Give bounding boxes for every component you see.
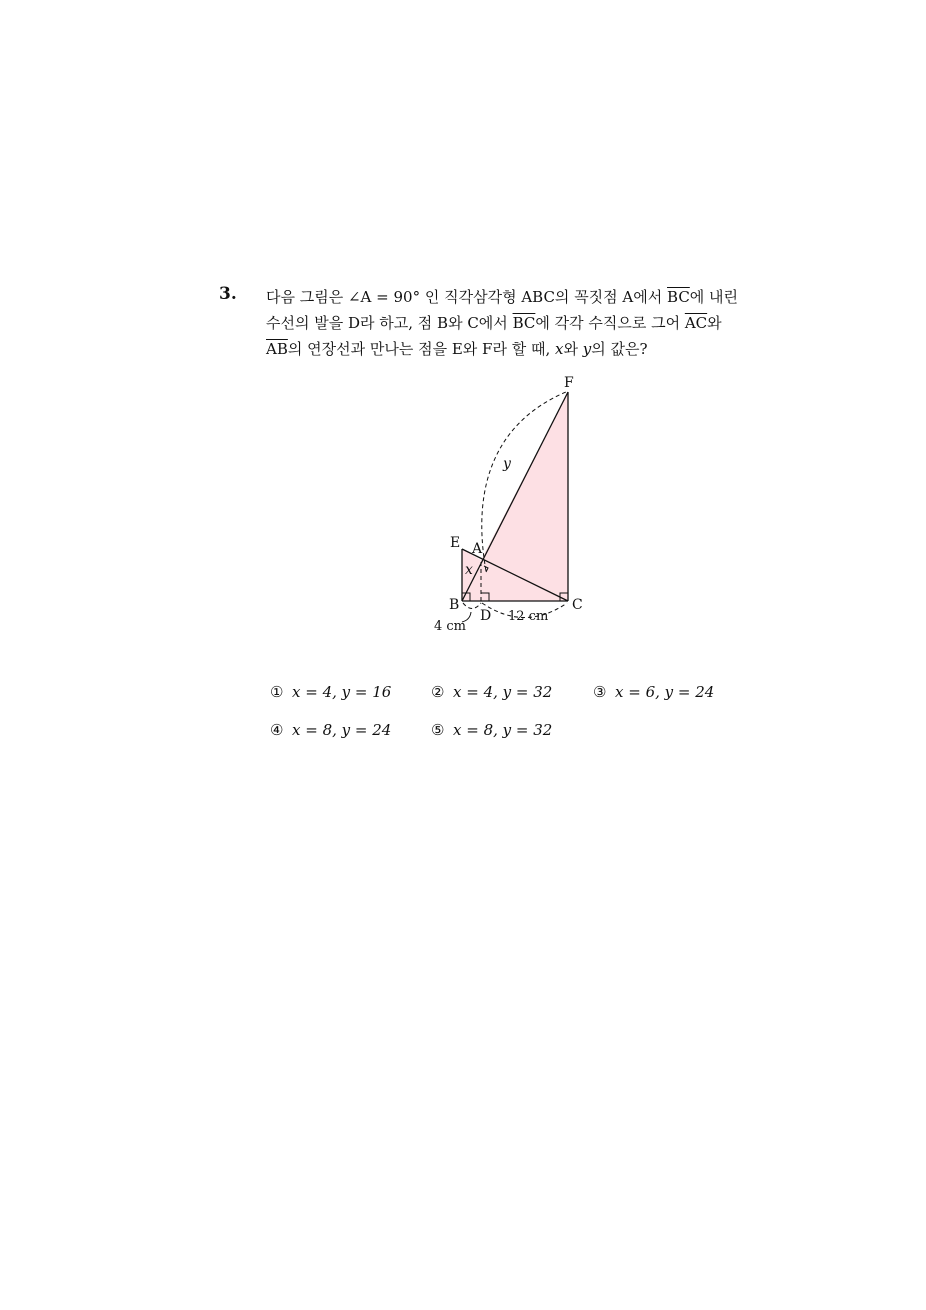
line1-segment-2: 에 내린 <box>689 288 739 306</box>
choice-1[interactable] <box>270 683 391 701</box>
label-a: A <box>472 541 483 557</box>
label-b: B <box>449 597 460 613</box>
choice-2-text: x = 4, y = 32 <box>453 683 553 701</box>
choice-2[interactable] <box>431 683 552 701</box>
label-d: D <box>480 608 492 624</box>
line3-segment-0: $\overline{AB}$ <box>266 340 288 358</box>
line1-segment-0: 다음 그림은 ∠A = 90° 인 직각삼각형 ABC의 꼭짓점 A에서 <box>266 288 668 306</box>
geometry-figure <box>420 368 610 638</box>
choice-4[interactable] <box>270 721 391 739</box>
line3-segment-2: x <box>555 340 564 358</box>
choice-5[interactable] <box>431 721 552 739</box>
label-f: F <box>564 375 574 391</box>
choice-3[interactable] <box>593 683 714 701</box>
label-e: E <box>450 535 461 551</box>
choice-1-number: ① <box>270 683 284 701</box>
problem-text <box>266 284 766 362</box>
choice-2-number: ② <box>431 683 445 701</box>
label-bd-length: 4 cm <box>434 619 467 634</box>
choice-4-text: x = 8, y = 24 <box>292 721 392 739</box>
problem-line-2 <box>266 310 766 336</box>
line2-segment-3: $\overline{AC}$ <box>684 314 708 332</box>
choice-5-number: ⑤ <box>431 721 445 739</box>
problem-line-1 <box>266 284 766 310</box>
choice-1-text: x = 4, y = 16 <box>292 683 392 701</box>
line3-segment-4: y <box>582 340 592 358</box>
problem-line-3 <box>266 336 766 362</box>
bd-dimension-arc <box>463 603 481 609</box>
line3-segment-3: 와 <box>563 340 583 358</box>
label-dc-length: 12 cm <box>508 609 549 624</box>
line3-segment-5: 의 값은? <box>591 340 648 358</box>
problem-number: 3. <box>219 284 237 304</box>
line2-segment-4: 와 <box>707 314 722 332</box>
line2-segment-0: 수선의 발을 D라 하고, 점 B와 C에서 <box>266 314 513 332</box>
label-x: x <box>465 562 473 578</box>
line1-segment-1: $\overline{BC}$ <box>667 288 690 306</box>
label-y: y <box>503 456 511 472</box>
line2-segment-1: $\overline{BC}$ <box>512 314 536 332</box>
line2-segment-2: 에 각각 수직으로 그어 <box>535 314 685 332</box>
choice-4-number: ④ <box>270 721 284 739</box>
line3-segment-1: 의 연장선과 만나는 점을 E와 F라 할 때, <box>287 340 555 358</box>
label-c: C <box>572 597 583 613</box>
choice-5-text: x = 8, y = 32 <box>453 721 553 739</box>
choice-3-text: x = 6, y = 24 <box>615 683 715 701</box>
choice-3-number: ③ <box>593 683 607 701</box>
